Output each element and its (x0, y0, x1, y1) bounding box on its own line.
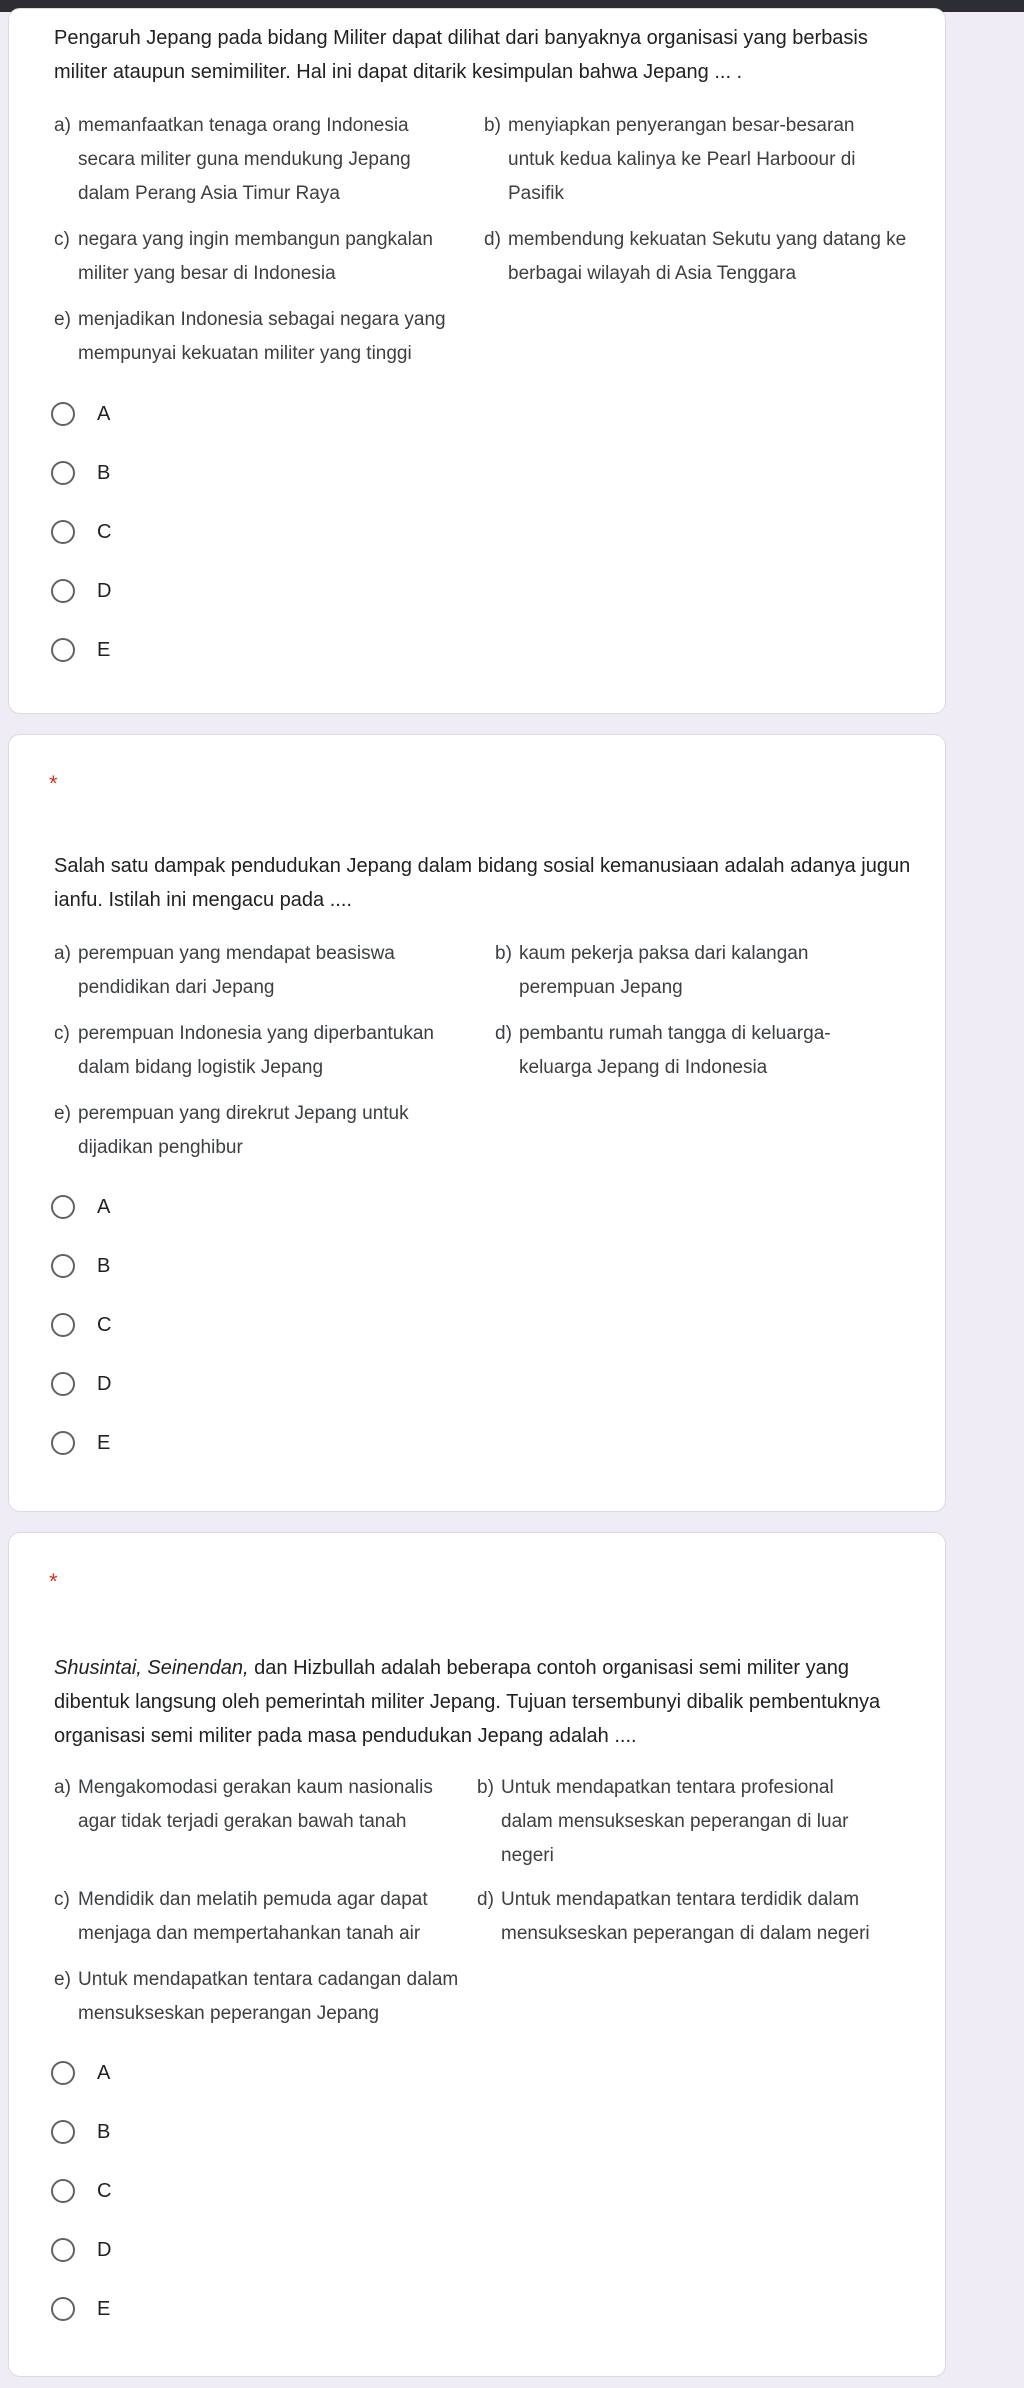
question-text: Pengaruh Jepang pada bidang Militer dapat dilihat dari banyaknya organisasi yang berbasis militer ataupun semimiliter. Hal ini dapat ditarik kesimpulan bahwa Jepang ... . (54, 27, 868, 83)
radio-a[interactable] (51, 1195, 75, 1219)
question-text: Salah satu dampak pendudukan Jepang dalam bidang sosial kemanusiaan adalah adanya jugun ianfu. Istilah ini mengacu pada .... (54, 855, 911, 911)
radio-d[interactable] (51, 1372, 75, 1396)
question-text-rest: dan Hizbullah adalah beberapa contoh organisasi semi militer yang dibentuk langsung oleh pemerintah militer Jepang. Tujuan tersembunyi dibalik pembentuknya organisasi semi militer pada masa pendudukan Jepang adalah .... (54, 1657, 881, 1747)
radio-e[interactable] (51, 638, 75, 662)
radio-e[interactable] (51, 2297, 75, 2321)
option-b: b) Untuk mendapatkan tentara profesional dalam mensukseskan peperangan di luar negeri (477, 1777, 849, 1866)
choice-a[interactable]: A (51, 1190, 110, 1224)
choice-b[interactable]: B (51, 2115, 110, 2149)
option-b: b) kaum pekerja paksa dari kalangan perempuan Jepang (495, 943, 809, 998)
radio-b[interactable] (51, 461, 75, 485)
question-text-italic: Shusintai, Seinendan, (54, 1657, 249, 1679)
choice-c[interactable]: C (51, 515, 111, 549)
choice-b[interactable]: B (51, 456, 110, 490)
choice-a[interactable]: A (51, 2056, 110, 2090)
radio-d[interactable] (51, 579, 75, 603)
radio-a[interactable] (51, 402, 75, 426)
required-asterisk: * (49, 771, 58, 796)
choice-d[interactable]: D (51, 2233, 111, 2267)
required-asterisk: * (49, 1569, 58, 1594)
choice-c[interactable]: C (51, 2174, 111, 2208)
radio-c[interactable] (51, 1313, 75, 1337)
question-card-2 (8, 734, 946, 1512)
question-card-1 (8, 8, 946, 714)
option-a: a) Mengakomodasi gerakan kaum nasionalis agar tidak terjadi gerakan bawah tanah (54, 1777, 433, 1832)
radio-e[interactable] (51, 1431, 75, 1455)
option-d: d) Untuk mendapatkan tentara terdidik dalam mensukseskan peperangan di dalam negeri (477, 1889, 870, 1944)
radio-c[interactable] (51, 520, 75, 544)
option-c: c) negara yang ingin membangun pangkalan militer yang besar di Indonesia (54, 229, 433, 284)
option-a: a) perempuan yang mendapat beasiswa pendidikan dari Jepang (54, 943, 395, 998)
radio-b[interactable] (51, 2120, 75, 2144)
choice-c[interactable]: C (51, 1308, 111, 1342)
option-d: d) pembantu rumah tangga di keluarga-keluarga Jepang di Indonesia (495, 1023, 831, 1078)
option-e: e) perempuan yang direkrut Jepang untuk dijadikan penghibur (54, 1103, 409, 1158)
choice-e[interactable]: E (51, 2292, 110, 2326)
choice-b[interactable]: B (51, 1249, 110, 1283)
option-c: c) perempuan Indonesia yang diperbantukan dalam bidang logistik Jepang (54, 1023, 434, 1078)
choice-e[interactable]: E (51, 633, 110, 667)
choice-d[interactable]: D (51, 574, 111, 608)
option-e: e) menjadikan Indonesia sebagai negara yang mempunyai kekuatan militer yang tinggi (54, 309, 446, 364)
radio-a[interactable] (51, 2061, 75, 2085)
radio-d[interactable] (51, 2238, 75, 2262)
option-a: a) memanfaatkan tenaga orang Indonesia secara militer guna mendukung Jepang dalam Perang Asia Timur Raya (54, 115, 411, 204)
option-b: b) menyiapkan penyerangan besar-besaran untuk kedua kalinya ke Pearl Harboour di Pasifik (484, 115, 856, 204)
radio-b[interactable] (51, 1254, 75, 1278)
question-text (54, 1651, 924, 1753)
option-d: d) membendung kekuatan Sekutu yang datang ke berbagai wilayah di Asia Tenggara (484, 229, 907, 284)
choice-a[interactable]: A (51, 397, 110, 431)
radio-c[interactable] (51, 2179, 75, 2203)
question-card-3 (8, 1532, 946, 2377)
choice-d[interactable]: D (51, 1367, 111, 1401)
option-c: c) Mendidik dan melatih pemuda agar dapat menjaga dan mempertahankan tanah air (54, 1889, 428, 1944)
option-e: e) Untuk mendapatkan tentara cadangan dalam mensukseskan peperangan Jepang (54, 1969, 459, 2024)
choice-e[interactable]: E (51, 1426, 110, 1460)
